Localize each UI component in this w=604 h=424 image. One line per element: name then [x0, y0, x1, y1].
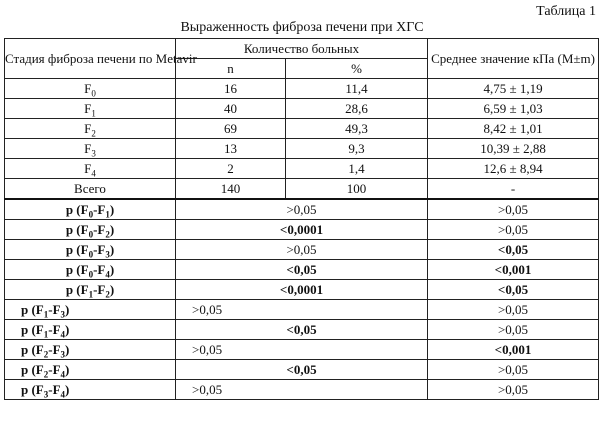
p-mean-cell: <0,05: [428, 240, 599, 260]
stage-subscript: 3: [91, 148, 96, 159]
stage-subscript: 2: [91, 128, 96, 139]
comparison-label: p $(F_0-F_1)$: [5, 199, 176, 220]
stage-row: [5, 119, 599, 139]
stage-cell: $F_2$: [5, 119, 176, 139]
percent-cell: 28,6: [286, 99, 428, 119]
comparison-label: p $(F_3-F_4)$: [5, 380, 176, 400]
total-mean: -: [428, 179, 599, 200]
total-label: Всего: [5, 179, 176, 200]
p-mean-cell: >0,05: [428, 220, 599, 240]
stage-subscript: 4: [91, 168, 96, 179]
stage-row: [5, 99, 599, 119]
comparison-row: [5, 340, 599, 360]
percent-subheader: %: [286, 59, 428, 79]
percent-cell: 1,4: [286, 159, 428, 179]
p-mean-cell: <0,001: [428, 260, 599, 280]
percent-cell: 49,3: [286, 119, 428, 139]
percent-cell: 9,3: [286, 139, 428, 159]
p-mean-cell: >0,05: [428, 300, 599, 320]
comparison-label: p $(F_0-F_4)$: [5, 260, 176, 280]
header-row-1: [5, 39, 599, 59]
percent-cell: 11,4: [286, 79, 428, 99]
comparison-row: [5, 240, 599, 260]
stage-subscript: 0: [91, 88, 96, 99]
p-mean-cell: <0,001: [428, 340, 599, 360]
comparison-row: [5, 300, 599, 320]
p-count-cell: <0,0001: [176, 220, 428, 240]
comparison-row: [5, 320, 599, 340]
comparison-label: p $(F_2-F_4)$: [5, 360, 176, 380]
n-cell: 16: [176, 79, 286, 99]
stage-cell: $F_4$: [5, 159, 176, 179]
stage-subscript: 2: [105, 289, 110, 300]
stage-subscript: 1: [43, 309, 49, 320]
p-mean-cell: >0,05: [428, 380, 599, 400]
comparison-row: [5, 280, 599, 300]
stage-cell: $F_1$: [5, 99, 176, 119]
n-subheader: n: [176, 59, 286, 79]
stage-subscript: 1: [88, 289, 94, 300]
n-cell: 13: [176, 139, 286, 159]
patients-column-header: Количество больных: [176, 39, 428, 59]
comparison-label: p $(F_0-F_2)$: [5, 220, 176, 240]
stage-subscript: 3: [105, 249, 110, 260]
p-mean-cell: <0,05: [428, 280, 599, 300]
comparison-row: [5, 220, 599, 240]
stage-subscript: 3: [60, 349, 66, 360]
stage-subscript: 3: [60, 309, 66, 320]
stage-subscript: 0: [88, 209, 94, 220]
stage-subscript: 2: [43, 349, 49, 360]
n-cell: 2: [176, 159, 286, 179]
p-mean-cell: >0,05: [428, 360, 599, 380]
total-percent: 100: [286, 179, 428, 200]
fibrosis-table: [4, 38, 599, 400]
stage-subscript: 2: [43, 369, 49, 380]
p-count-cell: <0,0001: [176, 280, 428, 300]
n-cell: 69: [176, 119, 286, 139]
stage-row: [5, 159, 599, 179]
p-count-cell: >0,05: [176, 199, 428, 220]
p-count-cell: >0,05: [176, 380, 428, 400]
stage-subscript: 4: [60, 329, 66, 340]
mean-cell: 12,6 ± 8,94: [428, 159, 599, 179]
table-caption: Выраженность фиброза печени при ХГС: [180, 20, 424, 35]
stage-row: [5, 139, 599, 159]
mean-cell: 10,39 ± 2,88: [428, 139, 599, 159]
comparison-row: [5, 260, 599, 280]
stage-column-header: Стадия фиброза печени по Metavir: [5, 39, 176, 79]
comparison-row: [5, 199, 599, 220]
mean-column-header: Среднее значение кПа (M±m): [428, 39, 599, 79]
comparison-row: [5, 380, 599, 400]
mean-cell: 8,42 ± 1,01: [428, 119, 599, 139]
p-count-cell: <0,05: [176, 260, 428, 280]
stage-subscript: 3: [43, 389, 49, 400]
stage-subscript: 0: [88, 229, 94, 240]
stage-subscript: 2: [105, 229, 110, 240]
p-count-cell: <0,05: [176, 360, 428, 380]
p-mean-cell: >0,05: [428, 320, 599, 340]
table-number: Таблица 1: [536, 4, 596, 19]
comparison-label: p $(F_0-F_3)$: [5, 240, 176, 260]
stage-subscript: 0: [88, 249, 94, 260]
stage-cell: $F_3$: [5, 139, 176, 159]
stage-cell: $F_0$: [5, 79, 176, 99]
stage-subscript: 4: [60, 389, 66, 400]
n-cell: 40: [176, 99, 286, 119]
stage-subscript: 4: [60, 369, 66, 380]
total-row: [5, 179, 599, 200]
stage-subscript: 1: [43, 329, 49, 340]
mean-cell: 4,75 ± 1,19: [428, 79, 599, 99]
mean-cell: 6,59 ± 1,03: [428, 99, 599, 119]
comparison-label: p $(F_1-F_4)$: [5, 320, 176, 340]
p-count-cell: >0,05: [176, 340, 428, 360]
stage-subscript: 4: [105, 269, 110, 280]
comparison-label: p $(F_1-F_2)$: [5, 280, 176, 300]
total-n: 140: [176, 179, 286, 200]
comparison-label: p $(F_1-F_3)$: [5, 300, 176, 320]
p-count-cell: <0,05: [176, 320, 428, 340]
p-mean-cell: >0,05: [428, 199, 599, 220]
comparison-label: p $(F_2-F_3)$: [5, 340, 176, 360]
p-count-cell: >0,05: [176, 240, 428, 260]
stage-row: [5, 79, 599, 99]
stage-subscript: 1: [91, 108, 96, 119]
p-count-cell: >0,05: [176, 300, 428, 320]
stage-subscript: 1: [105, 209, 110, 220]
stage-subscript: 0: [88, 269, 94, 280]
comparison-row: [5, 360, 599, 380]
